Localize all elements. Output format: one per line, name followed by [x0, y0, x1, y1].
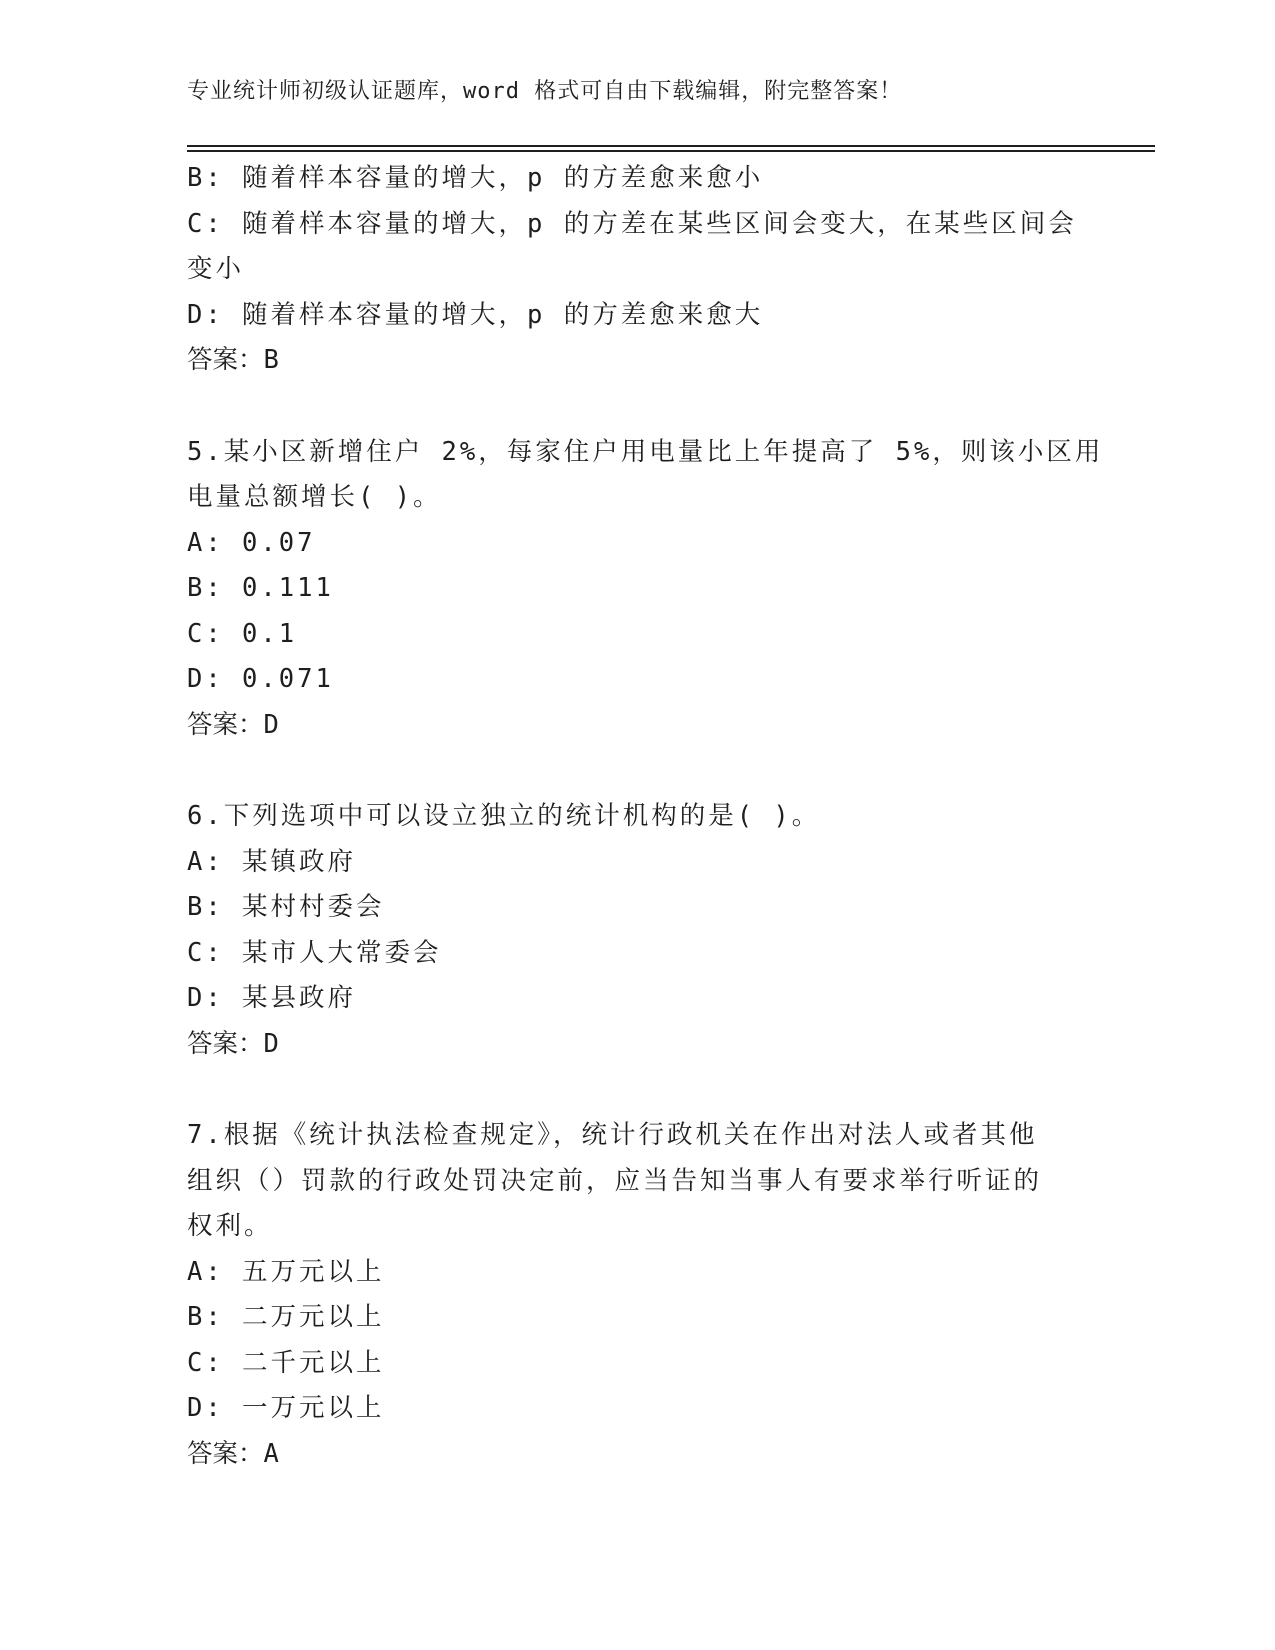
option-a: A: 某镇政府 [187, 846, 357, 877]
option-c: C: 某市人大常委会 [187, 937, 442, 968]
option-b: B: 某村村委会 [187, 892, 385, 922]
answer-label: 答案： [187, 1028, 264, 1059]
question-stem: 7.根据《统计执法检查规定》，统计行政机关在作出对法人或者其他 [187, 1120, 1038, 1150]
answer-label: 答案： [187, 709, 264, 740]
header-divider-top [187, 145, 1155, 147]
question-stem-continued: 权利。 [187, 1211, 273, 1241]
answer-label: 答案： [187, 345, 264, 375]
option-c: C: 随着样本容量的增大，p 的方差在某些区间会变大，在某些区间会 [187, 208, 1077, 239]
option-a: A: 五万元以上 [187, 1256, 385, 1287]
question-stem-continued: 电量总额增长( )。 [187, 482, 442, 512]
question-content [187, 156, 1104, 1477]
answer-value: D [263, 1028, 279, 1059]
option-c-continued: 变小 [187, 254, 245, 284]
option-d: D: 随着样本容量的增大，p 的方差愈来愈大 [187, 299, 764, 330]
question-4-block [187, 156, 1087, 384]
option-c: C: 0.1 [187, 618, 298, 649]
answer-value: D [263, 709, 279, 740]
answer-line [187, 1432, 1087, 1478]
option-d: D: 一万元以上 [187, 1393, 385, 1423]
option-d: D: 某县政府 [187, 983, 357, 1013]
question-7-block [187, 1113, 1087, 1477]
question-stem: 5.某小区新增住户 2%，每家住户用电量比上年提高了 5%，则该小区用 [187, 436, 1104, 467]
question-stem: 6.下列选项中可以设立独立的统计机构的是( )。 [187, 801, 821, 831]
question-stem-continued: 组织（）罚款的行政处罚决定前，应当告知当事人有要求举行听证的 [187, 1165, 1043, 1196]
page-header: 专业统计师初级认证题库，word 格式可自由下载编辑，附完整答案！ [187, 79, 903, 104]
option-b: B: 0.111 [187, 573, 334, 603]
option-c: C: 二千元以上 [187, 1347, 385, 1378]
header-divider-bottom [187, 150, 1155, 152]
answer-value: A [263, 1438, 279, 1469]
question-6-block [187, 794, 1087, 1067]
answer-line [187, 338, 1087, 384]
question-5-block [187, 430, 1104, 749]
answer-line [187, 1022, 1087, 1068]
option-b: B: 二万元以上 [187, 1302, 385, 1332]
option-a: A: 0.07 [187, 527, 316, 558]
answer-line [187, 703, 1087, 749]
answer-value: B [263, 345, 279, 375]
option-d: D: 0.071 [187, 664, 334, 694]
option-b: B: 随着样本容量的增大，p 的方差愈来愈小 [187, 163, 764, 193]
answer-label: 答案： [187, 1438, 264, 1469]
